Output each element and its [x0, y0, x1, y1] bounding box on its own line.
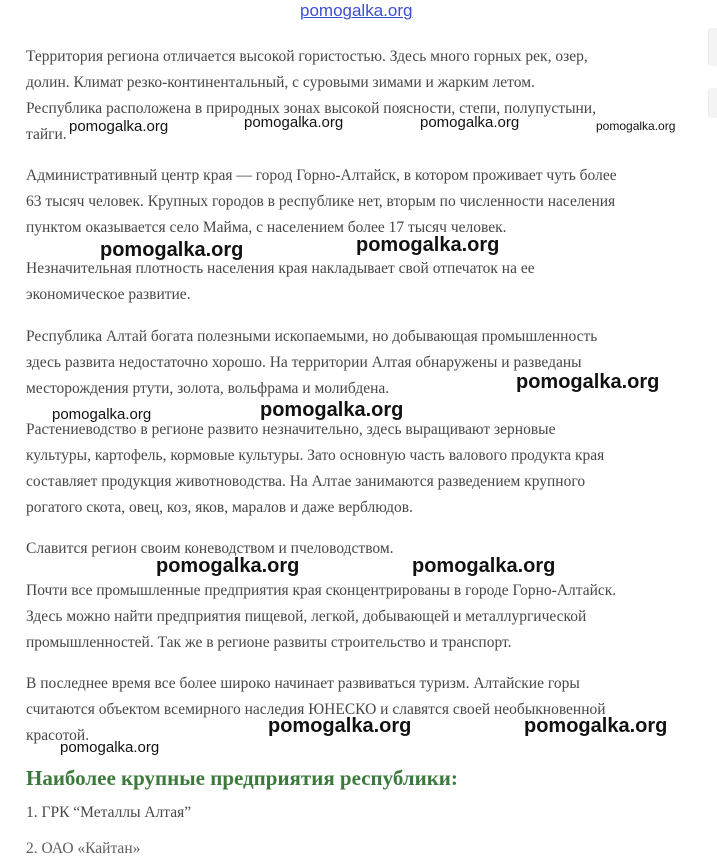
side-tab-lower[interactable] — [708, 88, 717, 118]
paragraph-horses — [26, 536, 691, 562]
paragraph-line: красотой. — [26, 727, 90, 744]
watermark-text: pomogalka.org — [516, 371, 660, 393]
watermark-text: pomogalka.org — [69, 118, 169, 135]
paragraph-line: составляет продукция животноводства. На Алтае занимаются разведением крупного — [26, 473, 586, 490]
paragraph-capital — [26, 163, 691, 241]
paragraph-line: 63 тысяч человек. Крупных городов в республике нет, вторым по численности населения — [26, 193, 616, 210]
paragraph-line: месторождения ртути, золота, вольфрама и молибдена. — [26, 380, 390, 397]
watermark-text: pomogalka.org — [268, 715, 412, 737]
paragraph-line: тайги. — [26, 126, 67, 143]
watermark-text: pomogalka.org — [524, 715, 668, 737]
watermark-text: pomogalka.org — [100, 239, 244, 261]
paragraph-line: Славится регион своим коневодством и пчеловодством. — [26, 540, 394, 557]
paragraph-line: Территория региона отличается высокой гористостью. Здесь много горных рек, озер, — [26, 48, 588, 65]
paragraph-line: здесь развита недостаточно хорошо. На территории Алтая обнаружены и разведаны — [26, 354, 582, 371]
enterprises-heading: Наиболее крупные предприятия республики: — [26, 766, 458, 790]
paragraph-line: долин. Климат резко-континентальный, с суровыми зимами и жарким летом. — [26, 74, 535, 91]
watermark-text: pomogalka.org — [52, 406, 152, 423]
watermark-text: pomogalka.org — [412, 555, 556, 577]
paragraph-line: Республика расположена в природных зонах высокой поясности, степи, полупустыни, — [26, 100, 596, 117]
paragraph-agriculture — [26, 417, 691, 521]
paragraph-line: промышленностей. Так же в регионе развиты строительство и транспорт. — [26, 634, 512, 651]
paragraph-line: Административный центр края — город Горно-Алтайск, в котором проживает чуть более — [26, 167, 617, 184]
paragraph-industry — [26, 578, 691, 656]
paragraph-line: Растениеводство в регионе развито незначительно, здесь выращивают зерновые — [26, 421, 556, 438]
paragraph-line: Здесь можно найти предприятия пищевой, легкой, добывающей и металлургической — [26, 608, 587, 625]
paragraph-density — [26, 256, 691, 308]
watermark-text: pomogalka.org — [244, 114, 344, 131]
paragraph-line: культуры, картофель, кормовые культуры. Зато основную часть валового продукта края — [26, 447, 605, 464]
paragraph-line: Почти все промышленные предприятия края сконцентрированы в городе Горно-Алтайск. — [26, 582, 617, 599]
watermark-text: pomogalka.org — [420, 114, 520, 131]
paragraph-line: рогатого скота, овец, коз, яков, маралов и даже верблюдов. — [26, 499, 413, 516]
watermark-text: pomogalka.org — [60, 739, 160, 756]
paragraph-line: считаются объектом всемирного наследия ЮНЕСКО и славятся своей необыкновенной — [26, 701, 606, 718]
enterprise-list-item: 2. ОАО «Кайтан» — [26, 840, 141, 857]
watermark-text: pomogalka.org — [156, 555, 300, 577]
paragraph-line: Республика Алтай богата полезными ископаемыми, но добывающая промышленность — [26, 328, 598, 345]
watermark-top-link[interactable]: pomogalka.org — [300, 1, 413, 20]
paragraph-line: Незначительная плотность населения края накладывает свой отпечаток на ее — [26, 260, 535, 277]
paragraph-line: В последнее время все более широко начинает развиваться туризм. Алтайские горы — [26, 675, 580, 692]
watermark-text: pomogalka.org — [260, 399, 404, 421]
enterprise-list-item: 1. ГРК “Металлы Алтая” — [26, 804, 192, 821]
watermark-text: pomogalka.org — [596, 119, 676, 133]
watermark-text: pomogalka.org — [356, 234, 500, 256]
paragraph-line: экономическое развитие. — [26, 286, 191, 303]
paragraph-line: пунктом оказывается село Майма, с населением более 17 тысяч человек. — [26, 219, 507, 236]
side-tab-upper[interactable] — [708, 28, 717, 66]
